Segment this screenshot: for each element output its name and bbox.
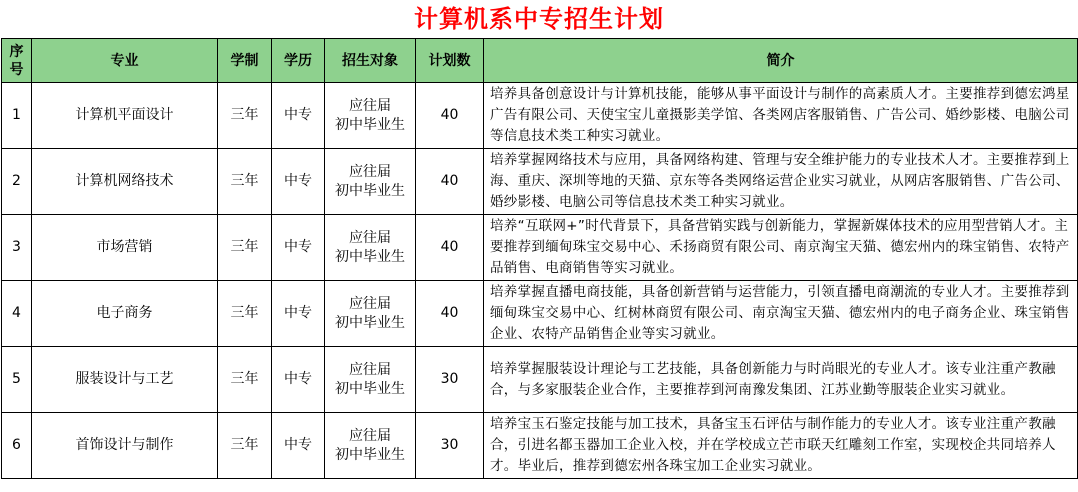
table-row bbox=[2, 281, 1078, 347]
target-line-1: 应往届 bbox=[349, 361, 391, 378]
table-row bbox=[2, 83, 1078, 149]
header-seq bbox=[2, 39, 32, 83]
cell-intro: 培养掌握直播电商技能，具备创新营销与运营能力，引领直播电商潮流的专业人才。主要推荐到缅甸珠宝交易中心、红树林商贸有限公司、南京淘宝天猫、德宏州内的电子商务企业、珠宝销售企业、农特产品销售企业等实习就业。 bbox=[484, 281, 1078, 347]
cell-duration: 三年 bbox=[218, 413, 272, 479]
cell-education: 中专 bbox=[272, 413, 325, 479]
cell-major: 市场营销 bbox=[32, 215, 218, 281]
table-row bbox=[2, 413, 1078, 479]
cell-duration: 三年 bbox=[218, 149, 272, 215]
target-line-2: 初中毕业生 bbox=[335, 116, 405, 133]
cell-target bbox=[325, 83, 416, 149]
cell-seq: 5 bbox=[2, 347, 32, 413]
cell-target bbox=[325, 413, 416, 479]
cell-duration: 三年 bbox=[218, 281, 272, 347]
table-row bbox=[2, 149, 1078, 215]
cell-major: 计算机网络技术 bbox=[32, 149, 218, 215]
cell-plan: 40 bbox=[416, 215, 484, 281]
page-title: 计算机系中专招生计划 bbox=[414, 4, 664, 33]
cell-plan: 40 bbox=[416, 149, 484, 215]
cell-major: 服装设计与工艺 bbox=[32, 347, 218, 413]
header-seq-line-1: 序 bbox=[9, 43, 24, 60]
cell-intro: 培养具备创意设计与计算机技能，能够从事平面设计与制作的高素质人才。主要推荐到德宏鸿星广告有限公司、天使宝宝儿童摄影美学馆、各类网店客服销售、广告公司、婚纱影楼、电脑公司等信息技术类工种实习就业。 bbox=[484, 83, 1078, 149]
header-row bbox=[2, 39, 1078, 83]
cell-seq: 3 bbox=[2, 215, 32, 281]
cell-target bbox=[325, 149, 416, 215]
cell-plan: 30 bbox=[416, 347, 484, 413]
cell-education: 中专 bbox=[272, 149, 325, 215]
header-plan: 计划数 bbox=[416, 39, 484, 83]
target-line-2: 初中毕业生 bbox=[335, 314, 405, 331]
target-line-1: 应往届 bbox=[349, 163, 391, 180]
cell-intro: 培养“互联网+”时代背景下，具备营销实践与创新能力，掌握新媒体技术的应用型营销人才。主要推荐到缅甸珠宝交易中心、禾扬商贸有限公司、南京淘宝天猫、德宏州内的珠宝销售、农特产品销售、电商销售等实习就业。 bbox=[484, 215, 1078, 281]
cell-target bbox=[325, 215, 416, 281]
header-major: 专业 bbox=[32, 39, 218, 83]
enrollment-table bbox=[1, 38, 1078, 479]
cell-duration: 三年 bbox=[218, 215, 272, 281]
target-line-2: 初中毕业生 bbox=[335, 380, 405, 397]
cell-plan: 40 bbox=[416, 281, 484, 347]
target-line-2: 初中毕业生 bbox=[335, 182, 405, 199]
target-line-2: 初中毕业生 bbox=[335, 446, 405, 463]
header-target: 招生对象 bbox=[325, 39, 416, 83]
table-row bbox=[2, 215, 1078, 281]
target-line-1: 应往届 bbox=[349, 97, 391, 114]
cell-education: 中专 bbox=[272, 215, 325, 281]
cell-major: 计算机平面设计 bbox=[32, 83, 218, 149]
cell-intro: 培养宝玉石鉴定技能与加工技术，具备宝玉石评估与制作能力的专业人才。该专业注重产教融合，引进名都玉器加工企业入校，并在学校成立芒市联天红雕刻工作室，实现校企共同培养人才。毕业后，推荐到德宏州各珠宝加工企业实习就业。 bbox=[484, 413, 1078, 479]
target-line-2: 初中毕业生 bbox=[335, 248, 405, 265]
target-line-1: 应往届 bbox=[349, 295, 391, 312]
header-duration: 学制 bbox=[218, 39, 272, 83]
cell-duration: 三年 bbox=[218, 83, 272, 149]
cell-plan: 30 bbox=[416, 413, 484, 479]
cell-intro: 培养掌握服装设计理论与工艺技能，具备创新能力与时尚眼光的专业人才。该专业注重产教融合，与多家服装企业合作，主要推荐到河南豫发集团、江苏业勤等服装企业实习就业。 bbox=[484, 347, 1078, 413]
target-line-1: 应往届 bbox=[349, 229, 391, 246]
cell-education: 中专 bbox=[272, 281, 325, 347]
header-seq-line-2: 号 bbox=[9, 61, 24, 78]
cell-seq: 4 bbox=[2, 281, 32, 347]
header-intro: 简介 bbox=[484, 39, 1078, 83]
cell-target bbox=[325, 347, 416, 413]
cell-intro: 培养掌握网络技术与应用，具备网络构建、管理与安全维护能力的专业技术人才。主要推荐到上海、重庆、深圳等地的天猫、京东等各类网络运营企业实习就业，从网店客服销售、广告公司、婚纱影楼、电脑公司等信息技术类工种实习就业。 bbox=[484, 149, 1078, 215]
cell-plan: 40 bbox=[416, 83, 484, 149]
cell-education: 中专 bbox=[272, 347, 325, 413]
cell-major: 电子商务 bbox=[32, 281, 218, 347]
header-education: 学历 bbox=[272, 39, 325, 83]
cell-seq: 6 bbox=[2, 413, 32, 479]
table-row bbox=[2, 347, 1078, 413]
cell-seq: 2 bbox=[2, 149, 32, 215]
cell-major: 首饰设计与制作 bbox=[32, 413, 218, 479]
cell-duration: 三年 bbox=[218, 347, 272, 413]
cell-education: 中专 bbox=[272, 83, 325, 149]
target-line-1: 应往届 bbox=[349, 427, 391, 444]
cell-seq: 1 bbox=[2, 83, 32, 149]
cell-target bbox=[325, 281, 416, 347]
